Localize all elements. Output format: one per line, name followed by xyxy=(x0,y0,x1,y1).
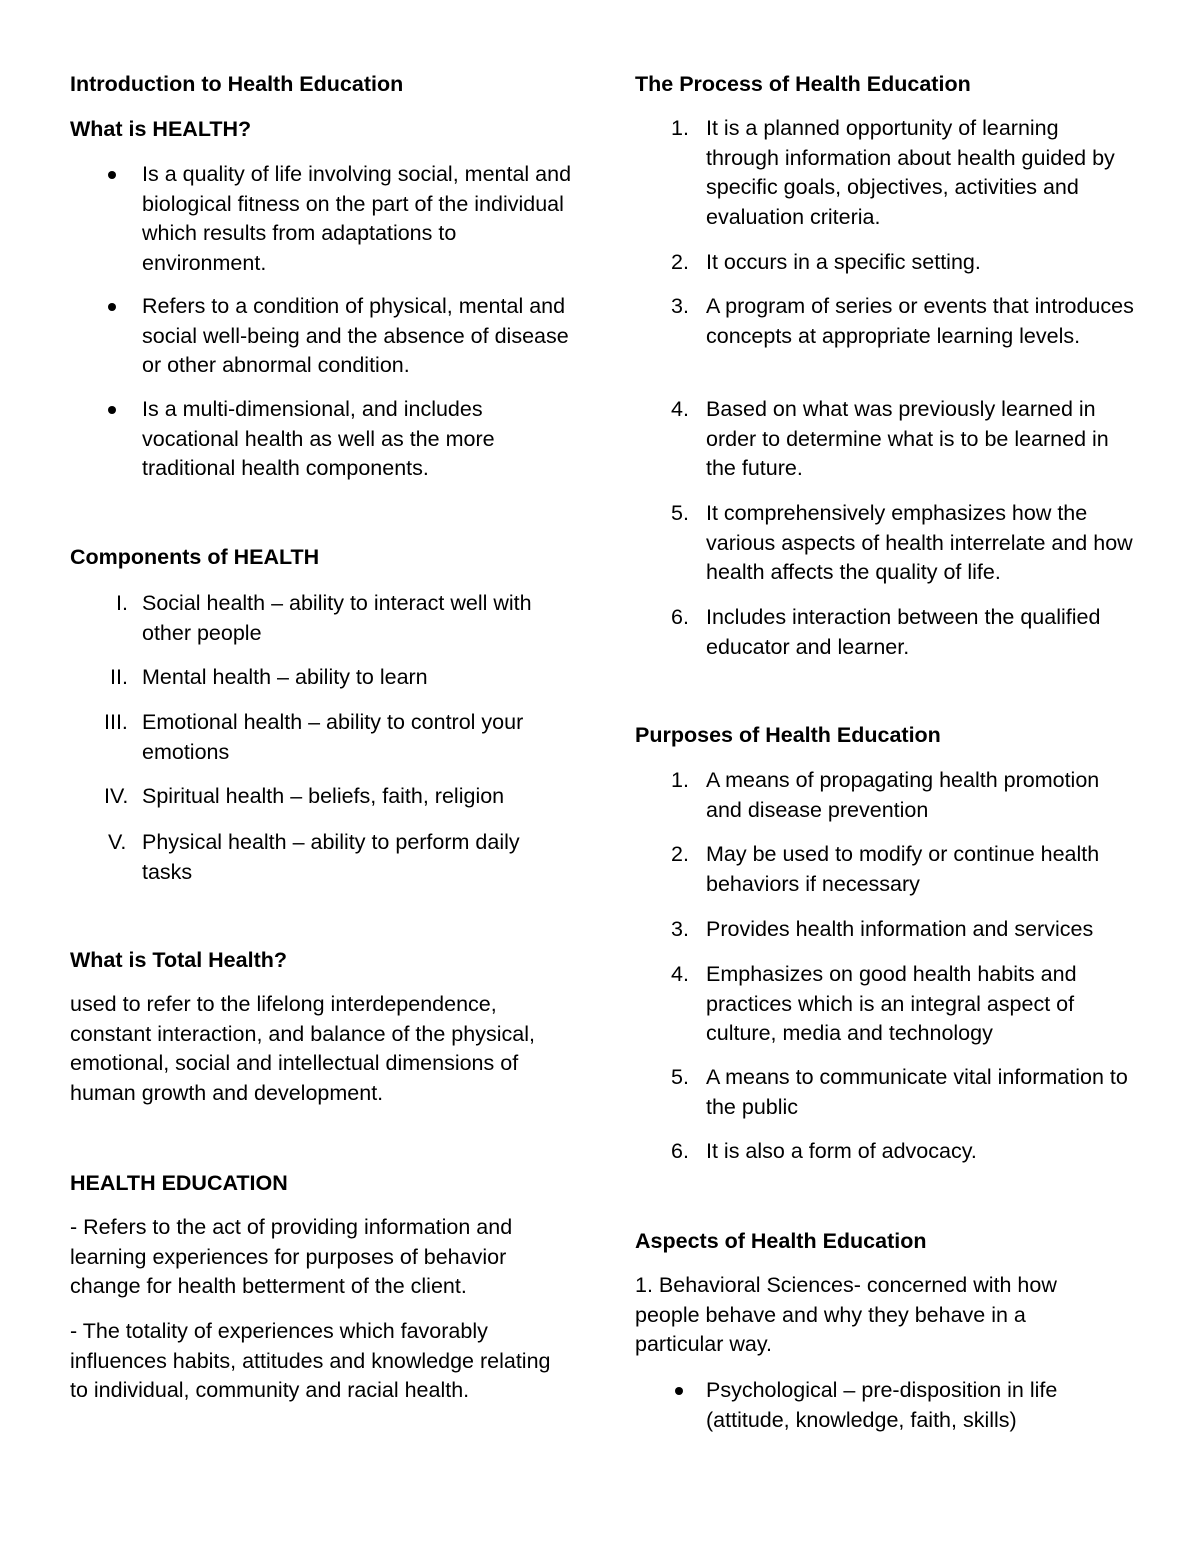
bullet-icon xyxy=(108,406,116,414)
list-marker: 5. xyxy=(671,1065,689,1089)
list-item-text: It is also a form of advocacy. xyxy=(706,1139,977,1163)
list-item xyxy=(70,782,572,812)
section-heading-purposes: Purposes of Health Education xyxy=(635,723,941,747)
list-marker: 6. xyxy=(671,1139,689,1163)
list-marker: V. xyxy=(108,830,127,854)
list-item-text: Includes interaction between the qualified educator and learner. xyxy=(706,605,1101,659)
list-marker: IV. xyxy=(104,784,129,808)
paragraph: used to refer to the lifelong interdependence, constant interaction, and balance of the physical, emotional, social and intellectual dimensions of human growth and development. xyxy=(70,992,535,1105)
list-item-text: Social health – ability to interact well with other people xyxy=(142,591,532,645)
list-item-text: It is a planned opportunity of learning through information about health guided by specific goals, objectives, activities and evaluation criteria. xyxy=(706,116,1115,229)
list-item xyxy=(635,1063,1136,1122)
bullet-icon xyxy=(108,171,116,179)
list-item-text: Emotional health – ability to control your emotions xyxy=(142,710,524,764)
list-marker: I. xyxy=(116,591,128,615)
section-heading-health-education: HEALTH EDUCATION xyxy=(70,1171,288,1195)
list-item-text: Physical health – ability to perform daily tasks xyxy=(142,830,520,884)
list-item-text: Emphasizes on good health habits and practices which is an integral aspect of culture, media and technology xyxy=(706,962,1077,1045)
list-item-text: Is a multi-dimensional, and includes vocational health as well as the more traditional health components. xyxy=(142,397,495,480)
section-heading-components: Components of HEALTH xyxy=(70,545,320,569)
list-item-text: May be used to modify or continue health behaviors if necessary xyxy=(706,842,1100,896)
list-item xyxy=(635,840,1136,899)
list-item-text: A means to communicate vital information to the public xyxy=(706,1065,1128,1119)
list-marker: 3. xyxy=(671,294,689,318)
list-item xyxy=(635,248,1136,278)
list-item xyxy=(635,292,1136,351)
document-title: Introduction to Health Education xyxy=(70,72,404,96)
list-item xyxy=(635,1137,1136,1167)
section-heading-what-is-health: What is HEALTH? xyxy=(70,117,252,141)
list-item xyxy=(70,828,572,887)
list-item xyxy=(635,766,1136,825)
list-item xyxy=(635,395,1136,484)
bullet-icon xyxy=(108,303,116,311)
list-item-text: Spiritual health – beliefs, faith, religion xyxy=(142,784,505,808)
section-heading-process: The Process of Health Education xyxy=(635,72,971,96)
section-heading-aspects: Aspects of Health Education xyxy=(635,1229,927,1253)
list-item xyxy=(70,160,572,278)
list-item-text: Mental health – ability to learn xyxy=(142,665,428,689)
list-item xyxy=(635,114,1136,232)
paragraph: 1. Behavioral Sciences- concerned with how people behave and why they behave in a particular way. xyxy=(635,1273,1057,1356)
list-item xyxy=(70,589,572,648)
list-marker: III. xyxy=(104,710,128,734)
paragraph: - The totality of experiences which favorably influences habits, attitudes and knowledge relating to individual, community and racial health. xyxy=(70,1319,551,1402)
list-marker: 3. xyxy=(671,917,689,941)
list-item xyxy=(70,708,572,767)
list-marker: 1. xyxy=(671,768,689,792)
bullet-icon xyxy=(675,1387,683,1395)
list-item xyxy=(70,292,572,381)
list-item-text: Based on what was previously learned in order to determine what is to be learned in the future. xyxy=(706,397,1109,480)
list-item xyxy=(635,499,1136,588)
list-item-text: It occurs in a specific setting. xyxy=(706,250,981,274)
list-marker: 2. xyxy=(671,250,689,274)
list-marker: 4. xyxy=(671,962,689,986)
section-heading-total-health: What is Total Health? xyxy=(70,948,287,972)
list-item-text: Is a quality of life involving social, mental and biological fitness on the part of the individual which results from adaptations to environment. xyxy=(142,162,572,275)
list-marker: 6. xyxy=(671,605,689,629)
list-item-text: Psychological – pre-disposition in life (attitude, knowledge, faith, skills) xyxy=(706,1378,1058,1432)
list-item-text: Refers to a condition of physical, mental and social well-being and the absence of disease or other abnormal condition. xyxy=(142,294,569,377)
list-item xyxy=(70,395,572,484)
list-item-text: Provides health information and services xyxy=(706,917,1094,941)
list-item xyxy=(635,1376,1136,1435)
list-item-text: A program of series or events that introduces concepts at appropriate learning levels. xyxy=(706,294,1134,348)
list-marker: II. xyxy=(110,665,128,689)
list-item xyxy=(635,603,1136,662)
list-item xyxy=(635,960,1136,1049)
list-item-text: It comprehensively emphasizes how the various aspects of health interrelate and how health affects the quality of life. xyxy=(706,501,1133,584)
paragraph: - Refers to the act of providing information and learning experiences for purposes of behavior change for health betterment of the client. xyxy=(70,1215,513,1298)
list-marker: 5. xyxy=(671,501,689,525)
list-marker: 1. xyxy=(671,116,689,140)
list-item xyxy=(635,915,1156,945)
list-item-text: A means of propagating health promotion and disease prevention xyxy=(706,768,1100,822)
list-marker: 2. xyxy=(671,842,689,866)
list-marker: 4. xyxy=(671,397,689,421)
list-item xyxy=(70,663,572,693)
